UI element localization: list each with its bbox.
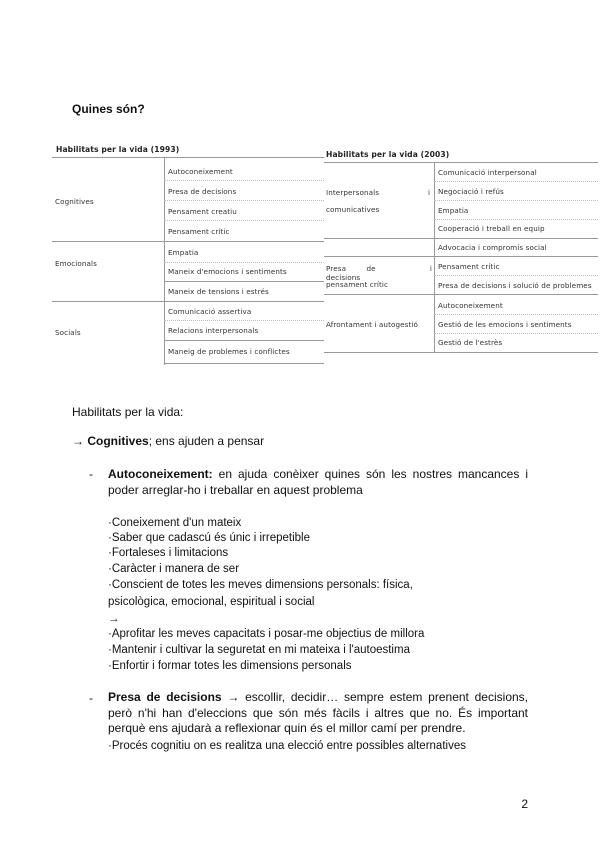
table-cell: Gestió de les emocions i sentiments: [438, 320, 572, 329]
category-presa-label: Presa de decisions: [326, 264, 376, 282]
table-cell: Pensament crític: [438, 262, 500, 271]
table-2003: [324, 144, 600, 356]
table-cell: Negociació i refús: [438, 187, 504, 196]
category-socials: Socials: [55, 328, 81, 337]
table-cell: Empatia: [438, 206, 469, 215]
category-comunicatives: comunicatives: [326, 205, 380, 214]
cognitives-line: [72, 434, 264, 449]
table-cell: Relacions interpersonals: [168, 326, 259, 335]
intro-line: Habilitats per la vida:: [72, 405, 184, 419]
table-cell: Maneix de tensions i estrés: [168, 287, 269, 296]
table-cell: Autoconeixement: [438, 301, 503, 310]
autoconeixement-text: en ajuda conèixer quines són les nostres mancances i poder arreglar-ho i treballar en aquest problema: [108, 467, 528, 497]
presa-paragraph: [108, 690, 528, 737]
table-cell: Advocacia i compromís social: [438, 243, 547, 252]
table-cell: Comunicació assertiva: [168, 307, 252, 316]
table-title: Habilitats per la vida (2003): [326, 150, 450, 159]
table-cell: Presa de decisions: [168, 187, 237, 196]
autoconeixement-label: Autoconeixement:: [108, 467, 213, 481]
presa-label: Presa de decisions: [108, 690, 222, 704]
table-cell: Comunicació interpersonal: [438, 168, 537, 177]
autoconeixement-paragraph: [108, 467, 528, 498]
list-item: ·Caràcter i manera de ser: [108, 563, 240, 575]
list-item: ·Mantenir i cultivar la seguretat en mi mateixa i l'autoestima: [108, 644, 410, 656]
table-cell: Presa de decisions i solució de problemes: [438, 281, 592, 290]
presa-text: → escollir, decidir… sempre estem prenent decisions, però n'hi han d'eleccions que són més fàcils i altres que no. És important perquè ens ajudarà a reflexionar quin és el millor camí per prendre.: [108, 690, 528, 735]
list-item: ·Conscient de totes les meves dimensions personals: física,: [108, 579, 413, 591]
list-dash: -: [89, 691, 93, 705]
table-cell: Pensament creatiu: [168, 207, 237, 216]
section-heading: Quines són?: [72, 102, 145, 116]
arrow: →: [72, 434, 84, 448]
table-cell: Pensament crític: [168, 227, 230, 236]
list-item: ·Aprofitar les meves capacitats i posar-me objectius de millora: [108, 628, 425, 640]
category-emocionals: Emocionals: [55, 259, 97, 268]
page-number: 2: [521, 797, 528, 811]
list-item: ·Saber que cadascú és únic i irrepetible: [108, 532, 311, 544]
table-cell: Cooperació i treball en equip: [438, 224, 545, 233]
list-item: ·Fortaleses i limitacions: [108, 547, 229, 559]
category-interpersonals: Interpersonals: [326, 188, 380, 197]
list-item: psicològica, emocional, espiritual i social: [108, 596, 315, 608]
list-item: ·Coneixement d'un mateix: [108, 517, 242, 529]
arrow: →: [108, 613, 120, 625]
table-title: Habilitats per la vida (1993): [56, 145, 180, 154]
category-cognitives: Cognitives: [55, 197, 94, 206]
table-cell: Empatia: [168, 248, 199, 257]
category-pensament: pensament crític: [326, 280, 389, 289]
category-separator: i: [429, 264, 432, 273]
category-afrontament: Afrontament i autogestió: [326, 320, 419, 329]
list-dash: -: [89, 467, 93, 481]
table-cell: Autoconeixement: [168, 167, 233, 176]
table-cell: Maneix d'emocions i sentiments: [168, 267, 287, 276]
cognitives-label: Cognitives: [87, 434, 149, 448]
table-1993: [52, 141, 324, 365]
table-cell: Gestió de l'estrès: [438, 338, 503, 347]
list-item: ·Procés cognitiu on es realitza una elecció entre possibles alternatives: [108, 740, 466, 752]
table-cell: Maneig de problemes i conflictes: [168, 347, 290, 356]
cognitives-text: ; ens ajuden a pensar: [148, 434, 265, 448]
list-item: ·Enfortir i formar totes les dimensions personals: [108, 660, 352, 672]
category-separator: i: [428, 188, 431, 197]
